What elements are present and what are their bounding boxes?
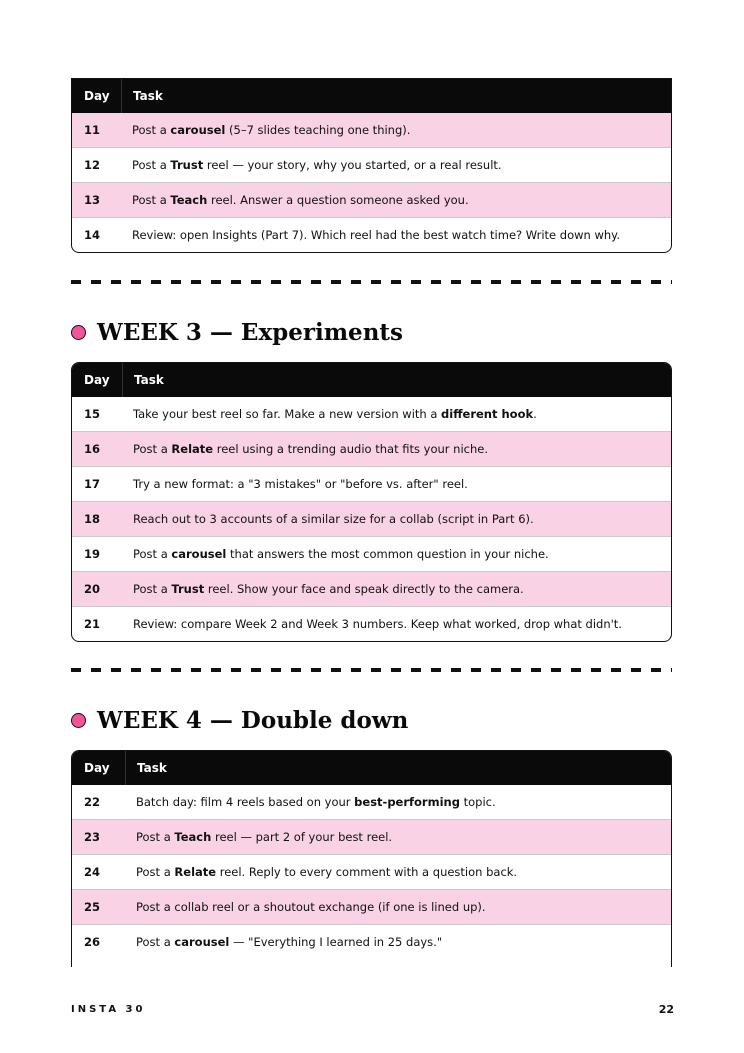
- header-day: Day: [84, 761, 110, 775]
- week3-table: [71, 362, 672, 642]
- day-cell: 15: [84, 407, 101, 421]
- day-cell: 22: [84, 795, 101, 809]
- table-row: [72, 889, 671, 924]
- table-row: [72, 466, 671, 501]
- bullet-dot-icon: [71, 325, 86, 340]
- task-cell: Post a Relate reel. Reply to every comment with a question back.: [136, 865, 518, 879]
- table-row: [72, 606, 671, 641]
- header-task: Task: [122, 363, 671, 397]
- task-cell: Post a carousel (5–7 slides teaching one thing).: [132, 123, 411, 137]
- task-cell: Reach out to 3 accounts of a similar size for a collab (script in Part 6).: [133, 512, 534, 526]
- day-cell: 24: [84, 865, 101, 879]
- task-cell: Post a carousel — "Everything I learned in 25 days.": [136, 935, 443, 949]
- table-row: [72, 785, 671, 819]
- task-cell: Try a new format: a "3 mistakes" or "before vs. after" reel.: [133, 477, 468, 491]
- header-task: Task: [121, 79, 671, 113]
- day-cell: 19: [84, 547, 101, 561]
- table-row: [72, 397, 671, 431]
- table-row: [72, 571, 671, 606]
- table-header: [72, 751, 671, 785]
- task-cell: Post a Trust reel — your story, why you started, or a real result.: [132, 158, 502, 172]
- day-cell: 26: [84, 935, 101, 949]
- table-row: [72, 501, 671, 536]
- week3-title: WEEK 3 — Experiments: [97, 319, 403, 346]
- task-cell: Post a collab reel or a shoutout exchange (if one is lined up).: [136, 900, 486, 914]
- header-day: Day: [84, 373, 110, 387]
- task-cell: Post a carousel that answers the most common question in your niche.: [133, 547, 549, 561]
- page-number: 22: [658, 1003, 674, 1016]
- table-row: [72, 854, 671, 889]
- task-cell: Post a Teach reel — part 2 of your best reel.: [136, 830, 393, 844]
- week2-table: [71, 78, 672, 253]
- day-cell: 23: [84, 830, 101, 844]
- day-cell: 16: [84, 442, 101, 456]
- table-header: [72, 79, 671, 113]
- table-row: [72, 113, 671, 147]
- bullet-dot-icon: [71, 713, 86, 728]
- week3-heading: [71, 319, 403, 346]
- task-cell: Post a Trust reel. Show your face and speak directly to the camera.: [133, 582, 524, 596]
- day-cell: 12: [84, 158, 101, 172]
- header-day: Day: [84, 89, 110, 103]
- table-row: [72, 819, 671, 854]
- task-cell: Post a Relate reel using a trending audio that fits your niche.: [133, 442, 488, 456]
- table-row: [72, 431, 671, 466]
- day-cell: 11: [84, 123, 101, 137]
- table-row: [72, 147, 671, 182]
- day-cell: 17: [84, 477, 101, 491]
- task-cell: Take your best reel so far. Make a new version with a different hook.: [133, 407, 537, 421]
- task-cell: Review: open Insights (Part 7). Which reel had the best watch time? Write down why.: [132, 228, 620, 242]
- week4-title: WEEK 4 — Double down: [97, 707, 409, 734]
- week4-heading: [71, 707, 408, 734]
- table-header: [72, 363, 671, 397]
- day-cell: 25: [84, 900, 101, 914]
- table-row: [72, 924, 671, 959]
- dashed-divider: [71, 668, 672, 672]
- table-row: [72, 182, 671, 217]
- task-cell: Post a Teach reel. Answer a question someone asked you.: [132, 193, 469, 207]
- table-row: [72, 217, 671, 252]
- day-cell: 13: [84, 193, 101, 207]
- day-cell: 21: [84, 617, 101, 631]
- day-cell: 14: [84, 228, 101, 242]
- task-cell: Batch day: film 4 reels based on your best-performing topic.: [136, 795, 496, 809]
- table-row: [72, 536, 671, 571]
- week4-table: [71, 750, 672, 967]
- footer-brand: INSTA 30: [71, 1004, 146, 1015]
- task-cell: Review: compare Week 2 and Week 3 numbers. Keep what worked, drop what didn't.: [133, 617, 622, 631]
- dashed-divider: [71, 280, 672, 284]
- day-cell: 20: [84, 582, 101, 596]
- header-task: Task: [125, 751, 671, 785]
- day-cell: 18: [84, 512, 101, 526]
